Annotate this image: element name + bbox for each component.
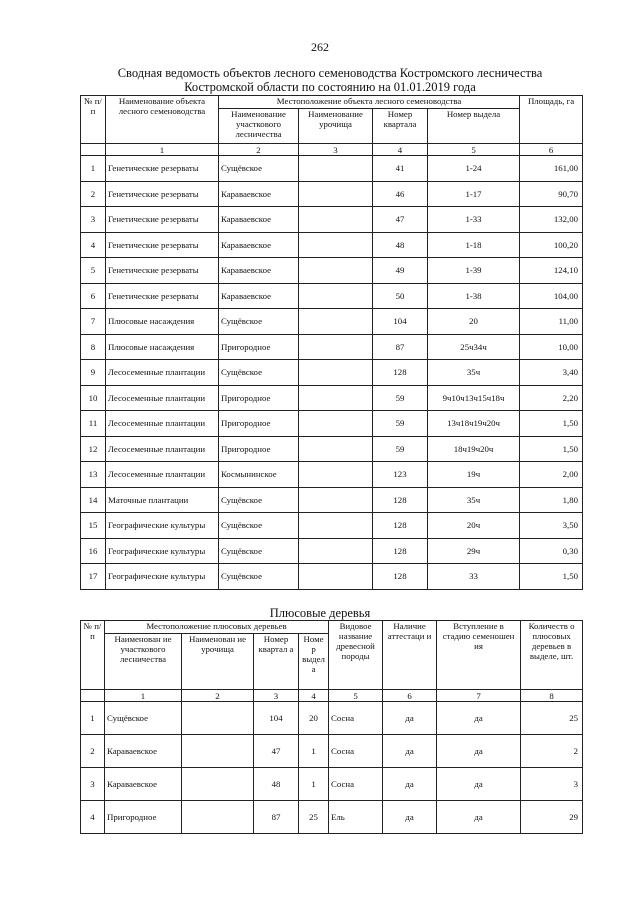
section-number: 1-39	[428, 258, 520, 284]
row-number: 16	[81, 538, 106, 564]
object-name: Генетические резерваты	[106, 181, 219, 207]
header-section: Номе р выдел а	[299, 634, 329, 690]
table-row	[81, 283, 583, 309]
forestry-name: Караваевское	[105, 735, 182, 768]
row-number: 13	[81, 462, 106, 488]
col-number: 8	[521, 690, 583, 702]
column-numbers-row	[81, 690, 583, 702]
header-location: Местоположение плюсовых деревьев	[105, 621, 329, 634]
object-name: Лесосеменные плантации	[106, 436, 219, 462]
header-location: Местоположение объекта лесного семеноводства	[219, 96, 520, 109]
row-number: 3	[81, 768, 105, 801]
col-number: 4	[373, 144, 428, 156]
section-number: 1	[299, 768, 329, 801]
forestry-name: Караваевское	[105, 768, 182, 801]
tract-name	[299, 232, 373, 258]
area-value: 3,40	[520, 360, 583, 386]
table-row	[81, 360, 583, 386]
tree-count: 29	[521, 801, 583, 834]
object-name: Лесосеменные плантации	[106, 462, 219, 488]
forestry-name: Пригородное	[105, 801, 182, 834]
object-name: Лесосеменные плантации	[106, 360, 219, 386]
header-forestry: Наименование участкового лесничества	[219, 109, 299, 144]
section-number: 1-24	[428, 156, 520, 182]
forestry-name: Караваевское	[219, 181, 299, 207]
row-number: 12	[81, 436, 106, 462]
row-number: 15	[81, 513, 106, 539]
area-value: 1,80	[520, 487, 583, 513]
table-row	[81, 411, 583, 437]
quarter-number: 128	[373, 564, 428, 590]
quarter-number: 59	[373, 436, 428, 462]
forestry-name: Сущёвское	[219, 513, 299, 539]
tract-name	[299, 181, 373, 207]
section-number: 19ч	[428, 462, 520, 488]
object-name: Географические культуры	[106, 538, 219, 564]
quarter-number: 41	[373, 156, 428, 182]
tract-name	[299, 564, 373, 590]
area-value: 161,00	[520, 156, 583, 182]
certification-value: да	[383, 768, 437, 801]
row-number: 1	[81, 702, 105, 735]
quarter-number: 48	[373, 232, 428, 258]
header-object-name: Наименование объекта лесного семеноводства	[106, 96, 219, 144]
section-number: 29ч	[428, 538, 520, 564]
tree-count: 25	[521, 702, 583, 735]
table-row	[81, 538, 583, 564]
area-value: 3,50	[520, 513, 583, 539]
row-number: 14	[81, 487, 106, 513]
section-number: 9ч10ч13ч15ч18ч	[428, 385, 520, 411]
table-row	[81, 232, 583, 258]
section-number: 20	[299, 702, 329, 735]
certification-value: да	[383, 801, 437, 834]
title-line-2: Костромской области по состоянию на 01.01.2019 года	[184, 80, 476, 94]
quarter-number: 104	[254, 702, 299, 735]
stage-value: да	[437, 801, 521, 834]
table-row	[81, 564, 583, 590]
area-value: 124,10	[520, 258, 583, 284]
table-row	[81, 309, 583, 335]
quarter-number: 59	[373, 385, 428, 411]
forestry-name: Караваевское	[219, 207, 299, 233]
tract-name	[299, 411, 373, 437]
quarter-number: 50	[373, 283, 428, 309]
title-line-1: Сводная ведомость объектов лесного семеноводства Костромского лесничества	[117, 66, 543, 80]
tract-name	[299, 538, 373, 564]
object-name: Генетические резерваты	[106, 232, 219, 258]
area-value: 11,00	[520, 309, 583, 335]
col-number: 6	[383, 690, 437, 702]
quarter-number: 128	[373, 360, 428, 386]
table-row	[81, 462, 583, 488]
tract-name	[299, 309, 373, 335]
tract-name	[299, 258, 373, 284]
seed-objects-table	[80, 95, 583, 590]
col-number: 4	[299, 690, 329, 702]
table-row	[81, 735, 583, 768]
header-num: № п/ п	[81, 621, 105, 690]
stage-value: да	[437, 735, 521, 768]
tract-name	[299, 360, 373, 386]
header-quarter: Номер квартал а	[254, 634, 299, 690]
col-number: 3	[254, 690, 299, 702]
section-number: 35ч	[428, 487, 520, 513]
forestry-name: Пригородное	[219, 436, 299, 462]
section-number: 18ч19ч20ч	[428, 436, 520, 462]
tract-name	[182, 768, 254, 801]
forestry-name: Сущёвское	[219, 564, 299, 590]
row-number: 3	[81, 207, 106, 233]
row-number: 17	[81, 564, 106, 590]
species-name: Сосна	[329, 768, 383, 801]
area-value: 0,30	[520, 538, 583, 564]
table-row	[81, 487, 583, 513]
quarter-number: 59	[373, 411, 428, 437]
col-number-blank	[81, 144, 106, 156]
table-row	[81, 513, 583, 539]
row-number: 4	[81, 801, 105, 834]
tree-count: 3	[521, 768, 583, 801]
object-name: Генетические резерваты	[106, 283, 219, 309]
tract-name	[182, 735, 254, 768]
forestry-name: Сущёвское	[219, 156, 299, 182]
plus-trees-table	[80, 620, 583, 834]
species-name: Сосна	[329, 702, 383, 735]
header-quarter: Номер квартала	[373, 109, 428, 144]
header-stage: Вступление в стадию семеношен ия	[437, 621, 521, 690]
object-name: Лесосеменные плантации	[106, 411, 219, 437]
row-number: 4	[81, 232, 106, 258]
table-row	[81, 258, 583, 284]
quarter-number: 128	[373, 538, 428, 564]
tract-name	[299, 462, 373, 488]
col-number: 7	[437, 690, 521, 702]
header-count: Количеств о плюсовых деревьев в выделе, шт.	[521, 621, 583, 690]
tract-name	[299, 283, 373, 309]
table-row	[81, 768, 583, 801]
row-number: 2	[81, 181, 106, 207]
table-row	[81, 702, 583, 735]
tract-name	[299, 334, 373, 360]
quarter-number: 128	[373, 487, 428, 513]
species-name: Ель	[329, 801, 383, 834]
quarter-number: 49	[373, 258, 428, 284]
object-name: Лесосеменные плантации	[106, 385, 219, 411]
table-row	[81, 156, 583, 182]
area-value: 2,20	[520, 385, 583, 411]
quarter-number: 104	[373, 309, 428, 335]
forestry-name: Сущёвское	[105, 702, 182, 735]
quarter-number: 47	[373, 207, 428, 233]
row-number: 5	[81, 258, 106, 284]
col-number: 5	[428, 144, 520, 156]
tract-name	[299, 487, 373, 513]
forestry-name: Сущёвское	[219, 538, 299, 564]
row-number: 2	[81, 735, 105, 768]
table-row	[81, 801, 583, 834]
section-number: 20ч	[428, 513, 520, 539]
forestry-name: Космынинское	[219, 462, 299, 488]
table-row	[81, 385, 583, 411]
quarter-number: 48	[254, 768, 299, 801]
section-number: 1-17	[428, 181, 520, 207]
tract-name	[299, 207, 373, 233]
area-value: 90,70	[520, 181, 583, 207]
stage-value: да	[437, 702, 521, 735]
object-name: Генетические резерваты	[106, 207, 219, 233]
table-row	[81, 181, 583, 207]
certification-value: да	[383, 735, 437, 768]
section-number: 35ч	[428, 360, 520, 386]
header-tract: Наименован ие урочища	[182, 634, 254, 690]
section-number: 1-38	[428, 283, 520, 309]
object-name: Генетические резерваты	[106, 258, 219, 284]
quarter-number: 46	[373, 181, 428, 207]
forestry-name: Сущёвское	[219, 360, 299, 386]
area-value: 104,00	[520, 283, 583, 309]
quarter-number: 128	[373, 513, 428, 539]
header-num: № п/п	[81, 96, 106, 144]
forestry-name: Пригородное	[219, 385, 299, 411]
quarter-number: 87	[373, 334, 428, 360]
section-number: 25ч34ч	[428, 334, 520, 360]
tract-name	[299, 385, 373, 411]
area-value: 1,50	[520, 411, 583, 437]
row-number: 10	[81, 385, 106, 411]
row-number: 1	[81, 156, 106, 182]
area-value: 10,00	[520, 334, 583, 360]
row-number: 6	[81, 283, 106, 309]
forestry-name: Пригородное	[219, 334, 299, 360]
object-name: Генетические резерваты	[106, 156, 219, 182]
col-number: 2	[182, 690, 254, 702]
section-number: 13ч18ч19ч20ч	[428, 411, 520, 437]
area-value: 100,20	[520, 232, 583, 258]
tract-name	[182, 801, 254, 834]
table-row	[81, 207, 583, 233]
col-number: 5	[329, 690, 383, 702]
forestry-name: Караваевское	[219, 258, 299, 284]
table-row	[81, 436, 583, 462]
stage-value: да	[437, 768, 521, 801]
section-number: 33	[428, 564, 520, 590]
section-number: 25	[299, 801, 329, 834]
area-value: 1,50	[520, 564, 583, 590]
object-name: Плюсовые насаждения	[106, 309, 219, 335]
header-tract: Наименование урочища	[299, 109, 373, 144]
object-name: Географические культуры	[106, 564, 219, 590]
header-certification: Наличие аттестаци и	[383, 621, 437, 690]
species-name: Сосна	[329, 735, 383, 768]
tract-name	[299, 156, 373, 182]
quarter-number: 47	[254, 735, 299, 768]
tract-name	[299, 436, 373, 462]
forestry-name: Сущёвское	[219, 309, 299, 335]
tree-count: 2	[521, 735, 583, 768]
section-number: 1-33	[428, 207, 520, 233]
section-number: 1-18	[428, 232, 520, 258]
certification-value: да	[383, 702, 437, 735]
forestry-name: Сущёвское	[219, 487, 299, 513]
col-number: 3	[299, 144, 373, 156]
row-number: 8	[81, 334, 106, 360]
object-name: Маточные плантации	[106, 487, 219, 513]
section-number: 20	[428, 309, 520, 335]
object-name: Географические культуры	[106, 513, 219, 539]
section-title: Плюсовые деревья	[269, 606, 371, 620]
col-number-blank	[81, 690, 105, 702]
col-number: 6	[520, 144, 583, 156]
header-area: Площадь, га	[520, 96, 583, 144]
quarter-number: 123	[373, 462, 428, 488]
row-number: 11	[81, 411, 106, 437]
col-number: 1	[105, 690, 182, 702]
row-number: 9	[81, 360, 106, 386]
forestry-name: Пригородное	[219, 411, 299, 437]
header-species: Видовое название древесной породы	[329, 621, 383, 690]
header-forestry: Наименован ие участкового лесничества	[105, 634, 182, 690]
page-number: 262	[311, 40, 329, 54]
header-section: Номер выдела	[428, 109, 520, 144]
tract-name	[299, 513, 373, 539]
object-name: Плюсовые насаждения	[106, 334, 219, 360]
col-number: 1	[106, 144, 219, 156]
col-number: 2	[219, 144, 299, 156]
table-row	[81, 334, 583, 360]
section-number: 1	[299, 735, 329, 768]
area-value: 1,50	[520, 436, 583, 462]
row-number: 7	[81, 309, 106, 335]
document-title	[60, 66, 600, 94]
tract-name	[182, 702, 254, 735]
area-value: 132,00	[520, 207, 583, 233]
area-value: 2,00	[520, 462, 583, 488]
forestry-name: Караваевское	[219, 232, 299, 258]
forestry-name: Караваевское	[219, 283, 299, 309]
quarter-number: 87	[254, 801, 299, 834]
